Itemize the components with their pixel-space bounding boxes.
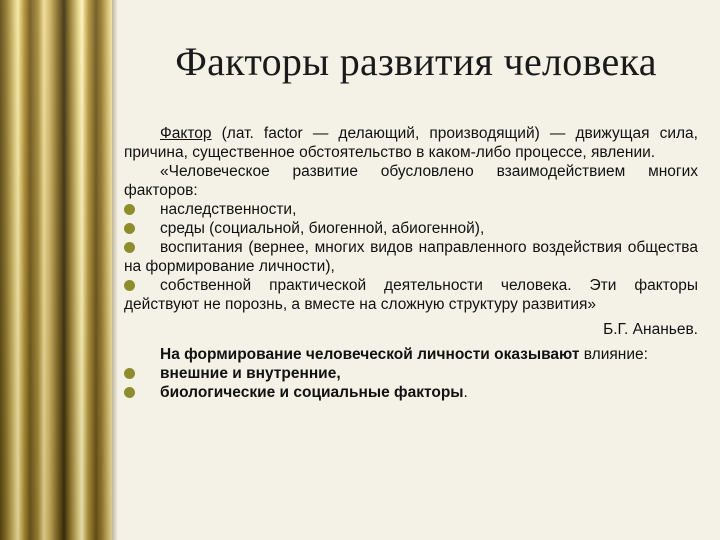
- influence-intro-rest: влияние:: [579, 346, 648, 363]
- quote-intro: «Человеческое развитие обусловлено взаимодействием многих факторов:: [124, 163, 698, 199]
- list-item: [124, 383, 698, 402]
- bullet-icon: [124, 242, 135, 253]
- definition-term: Фактор: [160, 125, 212, 142]
- influence-intro: [124, 345, 698, 364]
- influence-intro-bold: На формирование человеческой личности оказывают: [160, 346, 580, 363]
- list-item: [124, 276, 698, 314]
- list-item-tail: .: [463, 384, 468, 401]
- list-item-text: среды (социальной, биогенной, абиогенной),: [160, 220, 485, 237]
- bullet-icon: [124, 280, 135, 291]
- list-item: [124, 238, 698, 276]
- list-item: [124, 364, 698, 383]
- slide-body: [124, 124, 698, 402]
- list-item: [124, 219, 698, 238]
- slide-title: Факторы развития человека: [175, 39, 657, 84]
- list-item-text: воспитания (вернее, многих видов направленного воздействия общества на формирование личности),: [124, 239, 698, 275]
- bullet-icon: [124, 387, 135, 398]
- bullet-icon: [124, 368, 135, 379]
- list-item-text: внешние и внутренние,: [160, 365, 341, 382]
- bullet-icon: [124, 204, 135, 215]
- decorative-gold-border: [0, 0, 112, 540]
- bullet-icon: [124, 223, 135, 234]
- list-item-text: собственной практической деятельности человека. Эти факторы действуют не порознь, а вместе на сложную структуру развития»: [124, 277, 698, 313]
- list-item-text: наследственности,: [160, 201, 297, 218]
- definition-text: (лат. factor — делающий, производящий) — движущая сила, причина, существенное обстоятельство в каком-либо процессе, явлении.: [124, 125, 698, 161]
- quote-attribution: Б.Г. Ананьев.: [603, 321, 698, 338]
- definition-paragraph: [124, 124, 698, 162]
- list-item-text: биологические и социальные факторы: [160, 384, 464, 401]
- list-item: [124, 200, 698, 219]
